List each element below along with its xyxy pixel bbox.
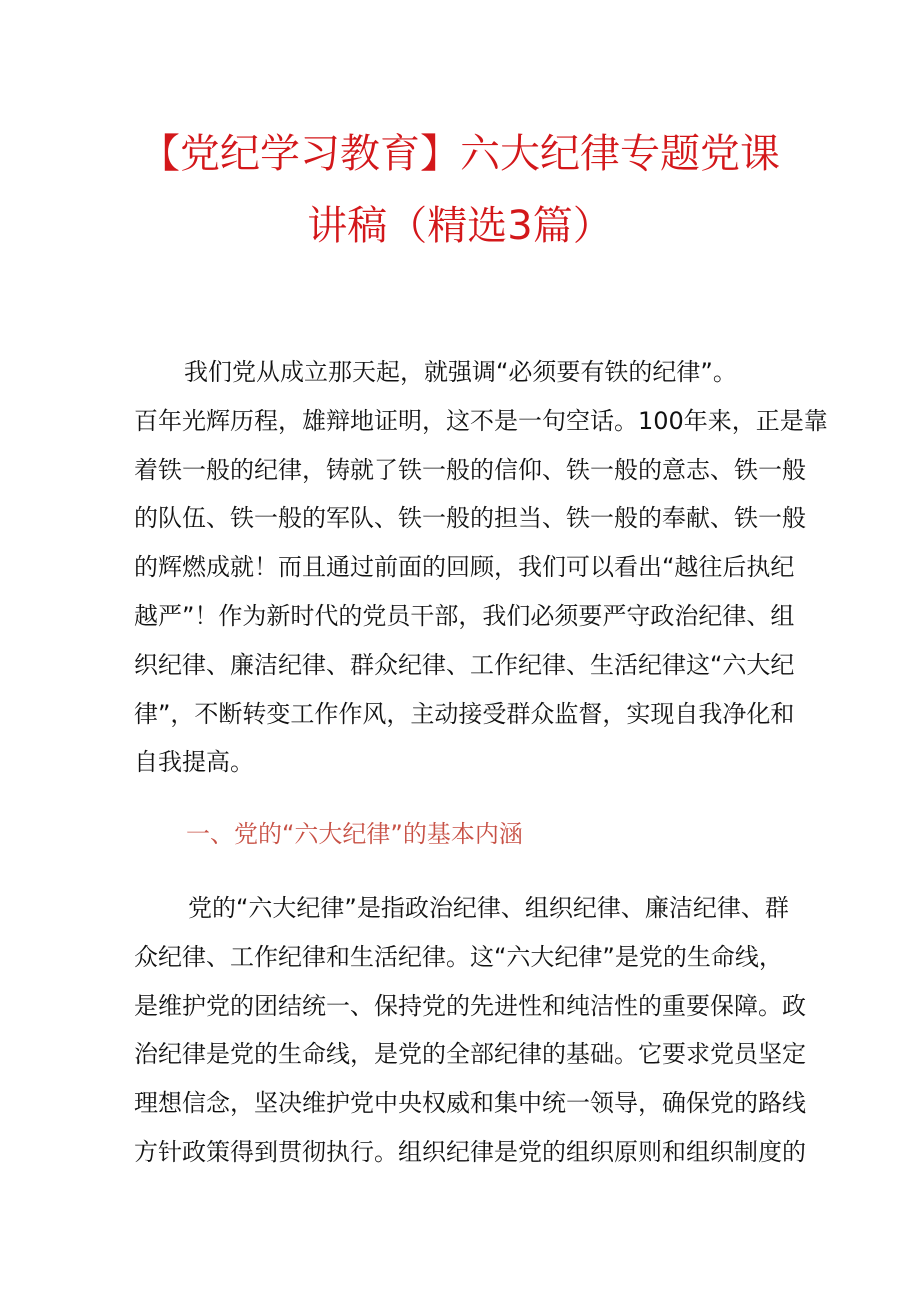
section-heading-1: 一、党的“六大纪律”的基本内涵 — [186, 820, 523, 848]
paragraph-line: 律”，不断转变工作作风，主动接受群众监督，实现自我净化和 — [134, 699, 795, 728]
paragraph-line: 百年光辉历程，雄辩地证明，这不是一句空话。100年来，正是靠 — [134, 406, 828, 435]
paragraph-line: 方针政策得到贯彻执行。组织纪律是党的组织原则和组织制度的 — [134, 1137, 806, 1166]
paragraph-line: 理想信念，坚决维护党中央权威和集中统一领导，确保党的路线 — [134, 1089, 806, 1118]
paragraph-line: 治纪律是党的生命线，是党的全部纪律的基础。它要求党员坚定 — [134, 1040, 806, 1069]
document-title — [100, 118, 820, 262]
paragraph-line: 着铁一般的纪律，铸就了铁一般的信仰、铁一般的意志、铁一般 — [134, 455, 806, 484]
intro-paragraph — [134, 348, 828, 787]
title-line-2: 讲稿（精选3篇） — [307, 203, 613, 249]
section-1-paragraph — [134, 884, 806, 1177]
paragraph-line: 越严”！作为新时代的党员干部，我们必须要严守政治纪律、组 — [134, 601, 795, 630]
paragraph-line: 的队伍、铁一般的军队、铁一般的担当、铁一般的奉献、铁一般 — [134, 504, 806, 533]
paragraph-line: 自我提高。 — [134, 748, 254, 777]
paragraph-line: 众纪律、工作纪律和生活纪律。这“六大纪律”是党的生命线， — [134, 942, 783, 971]
paragraph-line: 我们党从成立那天起，就强调“必须要有铁的纪律”。 — [184, 358, 737, 386]
paragraph-line: 党的“六大纪律”是指政治纪律、组织纪律、廉洁纪律、群 — [188, 894, 789, 922]
title-line-1: 【党纪学习教育】六大纪律专题党课 — [140, 131, 780, 177]
paragraph-line: 是维护党的团结统一、保持党的先进性和纯洁性的重要保障。政 — [134, 991, 806, 1020]
paragraph-line: 织纪律、廉洁纪律、群众纪律、工作纪律、生活纪律这“六大纪 — [134, 650, 795, 679]
paragraph-line: 的辉燃成就！而且通过前面的回顾，我们可以看出“越往后执纪 — [134, 553, 795, 582]
